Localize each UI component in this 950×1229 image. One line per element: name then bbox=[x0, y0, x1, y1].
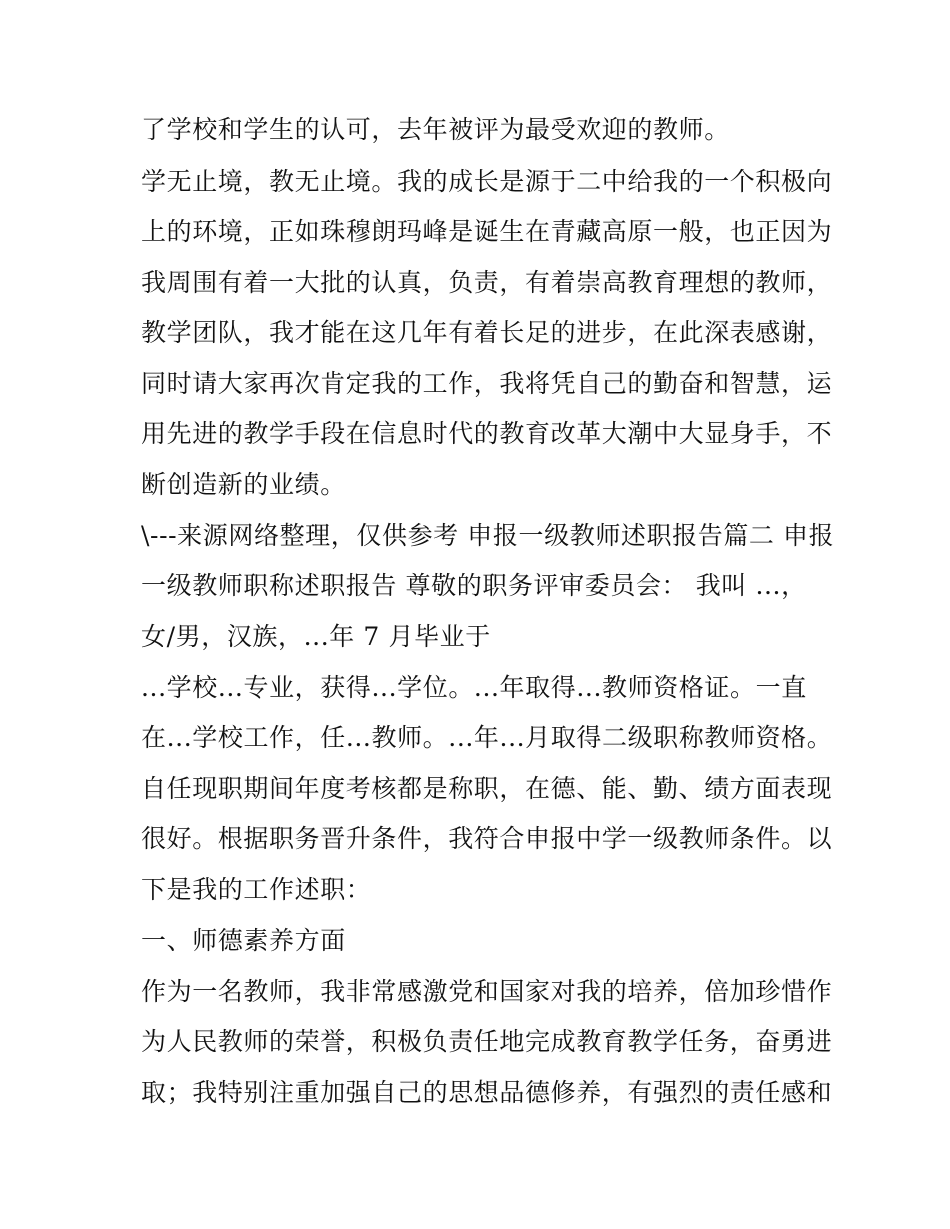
text-line: 了学校和学生的认可，去年被评为最受欢迎的教师。 bbox=[141, 115, 730, 144]
text-line: 女/男，汉族，...年 7 月毕业于 bbox=[141, 622, 491, 651]
section-heading: 一、师德素养方面 bbox=[141, 926, 346, 955]
text-line: 为人民教师的荣誉，积极负责任地完成教育教学任务，奋勇进 bbox=[141, 1027, 833, 1056]
text-line: 用先进的教学手段在信息时代的教育改革大潮中大显身手，不 bbox=[141, 419, 833, 448]
text-line: 上的环境，正如珠穆朗玛峰是诞生在青藏高原一般，也正因为 bbox=[141, 217, 833, 246]
text-line: 很好。根据职务晋升条件，我符合申报中学一级教师条件。以 bbox=[141, 824, 833, 853]
text-line: 我周围有着一大批的认真，负责，有着崇高教育理想的教师， bbox=[141, 268, 833, 297]
text-line: 学无止境，教无止境。我的成长是源于二中给我的一个积极向 bbox=[141, 167, 833, 196]
text-line: 下是我的工作述职： bbox=[141, 875, 372, 904]
text-line: 同时请大家再次肯定我的工作，我将凭自己的勤奋和智慧，运 bbox=[141, 369, 833, 398]
text-line: 断创造新的业绩。 bbox=[141, 470, 346, 499]
text-line: ...学校...专业，获得...学位。...年取得...教师资格证。一直 bbox=[141, 673, 807, 702]
text-line: 自任现职期间年度考核都是称职，在德、能、勤、绩方面表现 bbox=[141, 774, 833, 803]
text-line: 在...学校工作，任...教师。...年...月取得二级职称教师资格。 bbox=[141, 723, 833, 752]
text-line: 取；我特别注重加强自己的思想品德修养，有强烈的责任感和 bbox=[141, 1078, 833, 1107]
text-line: 教学团队，我才能在这几年有着长足的进步，在此深表感谢， bbox=[141, 318, 833, 347]
text-line: 作为一名教师，我非常感激党和国家对我的培养，倍加珍惜作 bbox=[141, 977, 833, 1006]
text-line: 一级教师职称述职报告 尊敬的职务评审委员会： 我叫 ...， bbox=[141, 571, 807, 600]
text-line: \---来源网络整理，仅供参考 申报一级教师述职报告篇二 申报 bbox=[141, 521, 835, 550]
